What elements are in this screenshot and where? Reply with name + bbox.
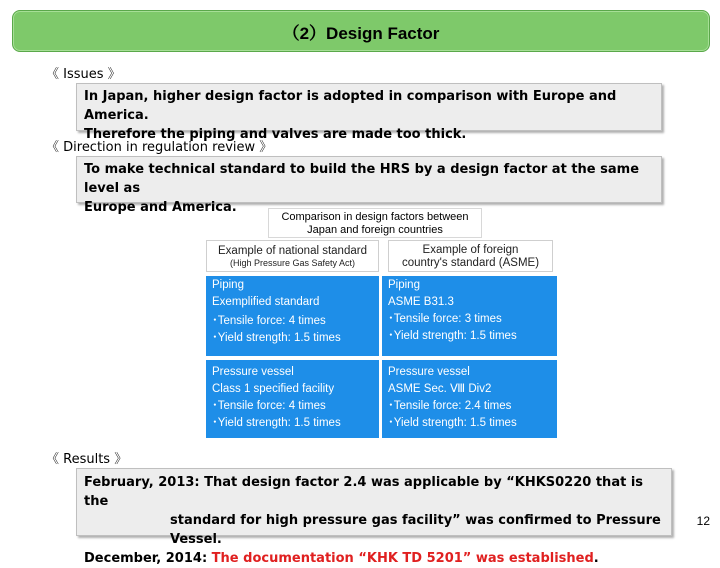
- results-line-3-period: .: [593, 551, 599, 566]
- results-box: [76, 468, 672, 566]
- caption-line-2: Japan and foreign countries: [307, 224, 443, 236]
- direction-heading: 《 Direction in regulation review 》: [46, 140, 273, 155]
- results-line-1: February, 2013: That design factor 2.4 was applicable by “KHKS0220 that is the: [84, 475, 644, 509]
- cell-line: ･Tensile force: 3 times: [388, 313, 502, 325]
- foreign-header-line-1: Example of foreign: [422, 244, 519, 256]
- cell-line: Class 1 specified facility: [212, 383, 335, 395]
- cell-line: Piping: [388, 279, 420, 291]
- national-header-line-1: Example of national standard: [218, 245, 367, 257]
- direction-box: [76, 156, 662, 215]
- national-header-line-2: (High Pressure Gas Safety Act): [229, 258, 356, 268]
- cell-line: ･Yield strength: 1.5 times: [388, 417, 517, 429]
- results-line-3: [84, 549, 664, 568]
- cell-line: ASME Sec. Ⅷ Div2: [388, 383, 492, 395]
- cell-line: ･Tensile force: 4 times: [212, 315, 326, 327]
- cell-line: ･Tensile force: 4 times: [212, 400, 326, 412]
- results-line-2: standard for high pressure gas facility” was confirmed to Pressure Vessel.: [170, 513, 661, 547]
- cell-line: ･Yield strength: 1.5 times: [388, 330, 517, 342]
- title-bar: [12, 10, 710, 52]
- foreign-standard-header: [388, 240, 553, 272]
- pressure-vessel-foreign-cell: [382, 360, 557, 438]
- issues-line-2: Therefore the piping and valves are made too thick.: [84, 127, 467, 142]
- pressure-vessel-national-cell: [206, 360, 379, 438]
- issues-heading: 《 Issues 》: [46, 67, 121, 82]
- foreign-header-line-2: country's standard (ASME): [401, 257, 540, 269]
- piping-foreign-cell: [382, 276, 557, 356]
- cell-line: Pressure vessel: [212, 366, 294, 378]
- issues-box: [76, 83, 662, 142]
- issues-line-1: In Japan, higher design factor is adopted in comparison with Europe and America.: [84, 89, 617, 123]
- cell-line: ･Yield strength: 1.5 times: [212, 417, 341, 429]
- cell-line: Exemplified standard: [212, 296, 320, 308]
- results-line-3-date: December, 2014:: [84, 551, 212, 566]
- results-heading: 《 Results 》: [46, 452, 128, 467]
- cell-line: ･Tensile force: 2.4 times: [388, 400, 512, 412]
- page-number: 12: [696, 514, 710, 528]
- direction-line-2: Europe and America.: [84, 200, 237, 215]
- results-line-3-highlight: The documentation “KHK TD 5201” was established: [211, 551, 594, 566]
- national-standard-header: [206, 240, 379, 272]
- direction-line-1: To make technical standard to build the HRS by a design factor at the same level as: [84, 162, 640, 196]
- cell-line: Pressure vessel: [388, 366, 470, 378]
- piping-national-cell: [206, 276, 379, 356]
- cell-line: ASME B31.3: [388, 296, 454, 308]
- slide-title: （2）Design Factor: [282, 23, 440, 43]
- caption-line-1: Comparison in design factors between: [281, 211, 469, 223]
- cell-line: ･Yield strength: 1.5 times: [212, 332, 341, 344]
- comparison-caption: [268, 208, 482, 238]
- cell-line: Piping: [212, 279, 244, 291]
